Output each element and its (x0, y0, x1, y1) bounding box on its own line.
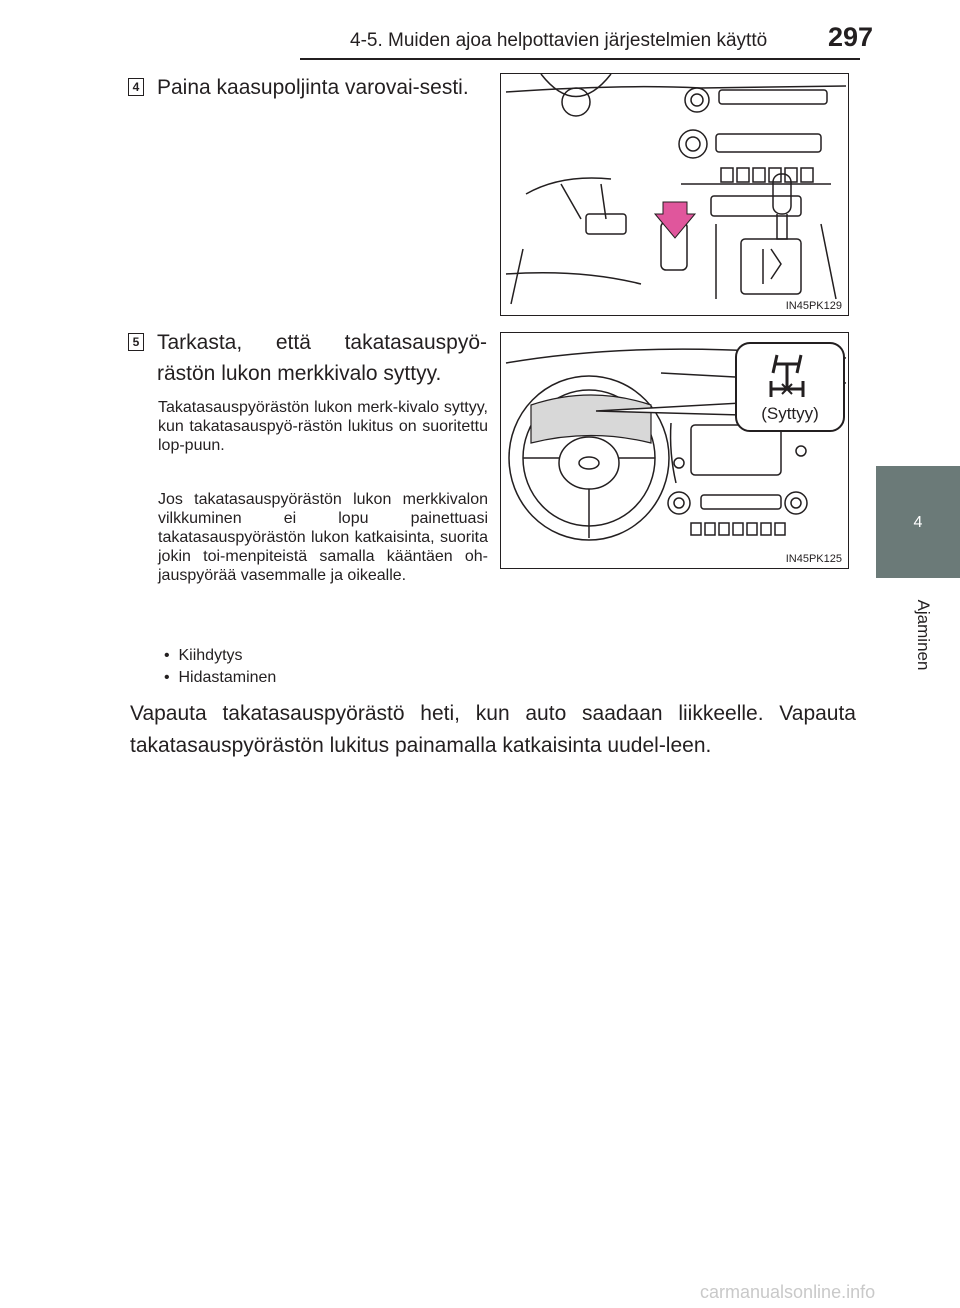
bullet-item: • Kiihdytys (164, 647, 243, 664)
section-title: 4-5. Muiden ajoa helpottavien järjestelmien käyttö (350, 30, 768, 51)
dashboard-indicator-illustration (501, 333, 848, 568)
step-5-note-2: Jos takatasauspyörästön lukon merkkivalon vilkkuminen ei lopu painettuasi takatasauspyörästön lukon katkaisinta, suorita jokin toi-menpiteistä samalla kääntäen oh-jauspyörää vasemmalle ja oikealle. (158, 491, 488, 584)
step-5-note-1: Takatasauspyörästön lukon merk-kivalo syttyy, kun takatasauspyö-rästön lukitus on suoritettu lop-puun. (158, 399, 488, 454)
bullet-text: Kiihdytys (178, 647, 243, 664)
page-number: 297 (828, 22, 874, 52)
closing-paragraph: Vapauta takatasauspyörästö heti, kun auto saadaan liikkeelle. Vapauta takatasauspyörästön lukitus painamalla katkaisinta uudel-leen. (130, 702, 856, 757)
figure-accelerator-pedal (500, 73, 849, 316)
callout-label: (Syttyy) (761, 404, 819, 423)
step-4-text: Paina kaasupoljinta varovai-sesti. (157, 76, 469, 99)
bullet-item: • Hidastaminen (164, 669, 277, 686)
chapter-label-text: Ajaminen (914, 599, 933, 671)
bullet-text: Hidastaminen (178, 669, 277, 686)
header-rule (300, 58, 860, 60)
figure-code: IN45PK125 (785, 553, 842, 565)
figure-code: IN45PK129 (785, 300, 842, 312)
step-5-text: Tarkasta, että takatasauspyö-rästön lukon merkkivalo syttyy. (157, 331, 487, 385)
watermark: carmanualsonline.info (700, 1282, 876, 1302)
step-number-box: 4 (128, 78, 144, 96)
instrument-cluster (531, 395, 651, 443)
chapter-number: 4 (913, 514, 923, 531)
step-number-box: 5 (128, 333, 144, 351)
chapter-label (908, 590, 938, 680)
dashboard-pedal-illustration (501, 74, 848, 315)
figure-indicator-light (500, 332, 849, 569)
